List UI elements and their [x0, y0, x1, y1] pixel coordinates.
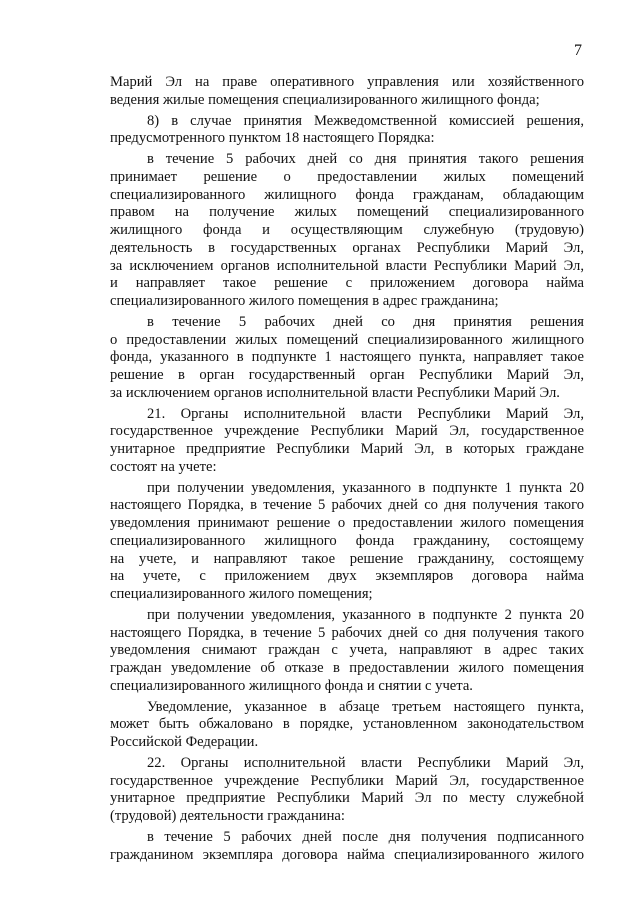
text-line: унитарное предприятие Республики Марий Эл, в которых граждане	[110, 441, 584, 457]
text-line: специализированного жилого помещения в адрес гражданина;	[110, 293, 499, 309]
text-line: 8) в случае принятия Межведомственной комиссией решения,	[147, 112, 584, 129]
text-line: может быть обжаловано в порядке, установленном законодательством	[110, 716, 584, 733]
text-line: Российской Федерации.	[110, 734, 259, 750]
text-line: решение в орган государственный орган Республики Марий Эл,	[110, 367, 584, 383]
text-line: правом на получение жилых помещений специализированного	[110, 204, 584, 221]
text-line: унитарное предприятие Республики Марий Эл по месту служебной	[110, 790, 584, 807]
text-line: ведения жилые помещения специализированного жилищного фонда;	[110, 91, 540, 108]
text-line: специализированного жилищного фонда гражданам, обладающим	[110, 186, 584, 203]
text-line: специализированного жилищного фонда и снятии с учета.	[110, 677, 473, 694]
text-line: уведомления снимают граждан с учета, направляют в адрес таких	[110, 642, 584, 659]
text-line: в течение 5 рабочих дней после дня получения подписанного	[147, 828, 584, 845]
text-line: принимает решение о предоставлении жилых помещений	[110, 168, 584, 185]
document-body	[110, 74, 584, 864]
text-line: в течение 5 рабочих дней со дня принятия такого решения	[147, 151, 584, 167]
text-line: государственное учреждение Республики Марий Эл, государственное	[110, 772, 584, 789]
text-line: в течение 5 рабочих дней со дня принятия решения	[147, 313, 584, 330]
text-line: 22. Органы исполнительной власти Республики Марий Эл,	[147, 754, 584, 771]
text-line: деятельность в государственных органах Республики Марий Эл,	[110, 239, 584, 256]
text-line: специализированного жилищного фонда гражданину, состоящему	[110, 532, 584, 549]
text-line: на учете, и направляют такое решение гражданину, состоящему	[110, 550, 584, 567]
text-line: настоящего Порядка, в течение 5 рабочих дней со дня получения такого	[110, 624, 584, 641]
text-line: на учете, с приложением двух экземпляров договора найма	[110, 568, 584, 585]
text-line: специализированного жилого помещения;	[110, 586, 373, 602]
text-line: жилищного фонда и осуществляющим служебную (трудовую)	[110, 222, 584, 238]
text-line: состоят на учете:	[110, 458, 217, 475]
text-line: Марий Эл на праве оперативного управления или хозяйственного	[110, 74, 584, 90]
text-line: предусмотренного пунктом 18 настоящего Порядка:	[110, 130, 435, 147]
text-line: настоящего Порядка, в течение 5 рабочих дней со дня получения такого	[110, 497, 584, 514]
text-line: за исключением органов исполнительной власти Республики Марий Эл.	[110, 384, 560, 401]
text-line: при получении уведомления, указанного в подпункте 2 пункта 20	[147, 606, 584, 623]
text-line: при получении уведомления, указанного в подпункте 1 пункта 20	[147, 479, 584, 496]
text-line: за исключением органов исполнительной власти Республики Марий Эл,	[110, 257, 584, 274]
text-line: государственное учреждение Республики Марий Эл, государственное	[110, 423, 584, 440]
text-line: (трудовой) деятельности гражданина:	[110, 808, 345, 824]
text-line: о предоставлении жилых помещений специализированного жилищного	[110, 331, 584, 348]
text-line: фонда, указанного в подпункте 1 настоящего пункта, направляет такое	[110, 349, 584, 366]
text-line: граждан уведомление об отказе в предоставлении жилого помещения	[110, 660, 584, 676]
text-line: и направляет такое решение с приложением договора найма	[110, 275, 584, 292]
page-number: 7	[574, 42, 582, 59]
text-line: уведомления принимают решение о предоставлении жилого помещения	[110, 515, 584, 531]
text-line: Уведомление, указанное в абзаце третьем настоящего пункта,	[147, 698, 584, 715]
text-line: гражданином экземпляра договора найма специализированного жилого	[110, 846, 584, 863]
text-line: 21. Органы исполнительной власти Республики Марий Эл,	[147, 405, 584, 422]
